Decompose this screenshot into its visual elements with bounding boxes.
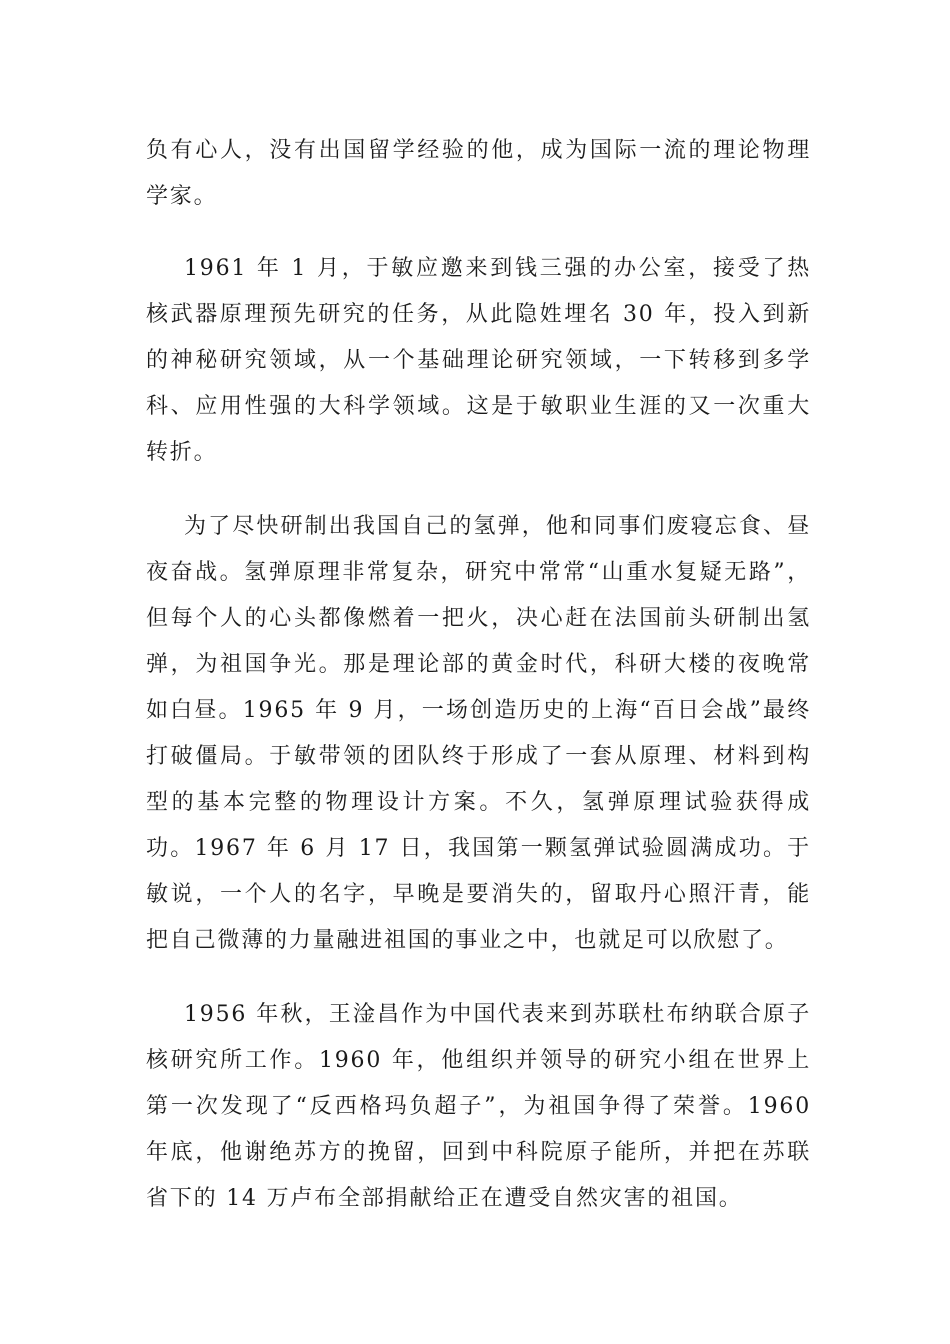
document-body <box>146 128 811 1250</box>
paragraph-wang-ganchang: 1956 年秋，王淦昌作为中国代表来到苏联杜布纳联合原子核研究所工作。1960 年，他组织并领导的研究小组在世界上第一次发现了“反西格玛负超子”，为祖国争得了荣誉。1960 年底，他谢绝苏方的挽留，回到中科院原子能所，并把在苏联省下的 14 万卢布全部捐献给正在遭受自然灾害的祖国。 <box>146 1002 811 1211</box>
paragraph-hydrogen-bomb: 为了尽快研制出我国自己的氢弹，他和同事们废寝忘食、昼夜奋战。氢弹原理非常复杂，研究中常常“山重水复疑无路”，但每个人的心头都像燃着一把火，决心赶在法国前头研制出氢弹，为祖国争光。那是理论部的黄金时代，科研大楼的夜晚常如白昼。1965 年 9 月，一场创造历史的上海“百日会战”最终打破僵局。于敏带领的团队终于形成了一套从原理、材料到构型的基本完整的物理设计方案。不久，氢弹原理试验获得成功。1967 年 6 月 17 日，我国第一颗氢弹试验圆满成功。于敏说，一个人的名字，早晚是要消失的，留取丹心照汗青，能把自己微薄的力量融进祖国的事业之中，也就足可以欣慰了。 <box>146 514 811 953</box>
paragraph-yu-min-1961: 1961 年 1 月，于敏应邀来到钱三强的办公室，接受了热核武器原理预先研究的任务，从此隐姓埋名 30 年，投入到新的神秘研究领域，从一个基础理论研究领域，一下转移到多学科、应用性强的大科学领域。这是于敏职业生涯的又一次重大转折。 <box>146 256 811 465</box>
paragraph-continuation: 负有心人，没有出国留学经验的他，成为国际一流的理论物理学家。 <box>146 138 811 209</box>
